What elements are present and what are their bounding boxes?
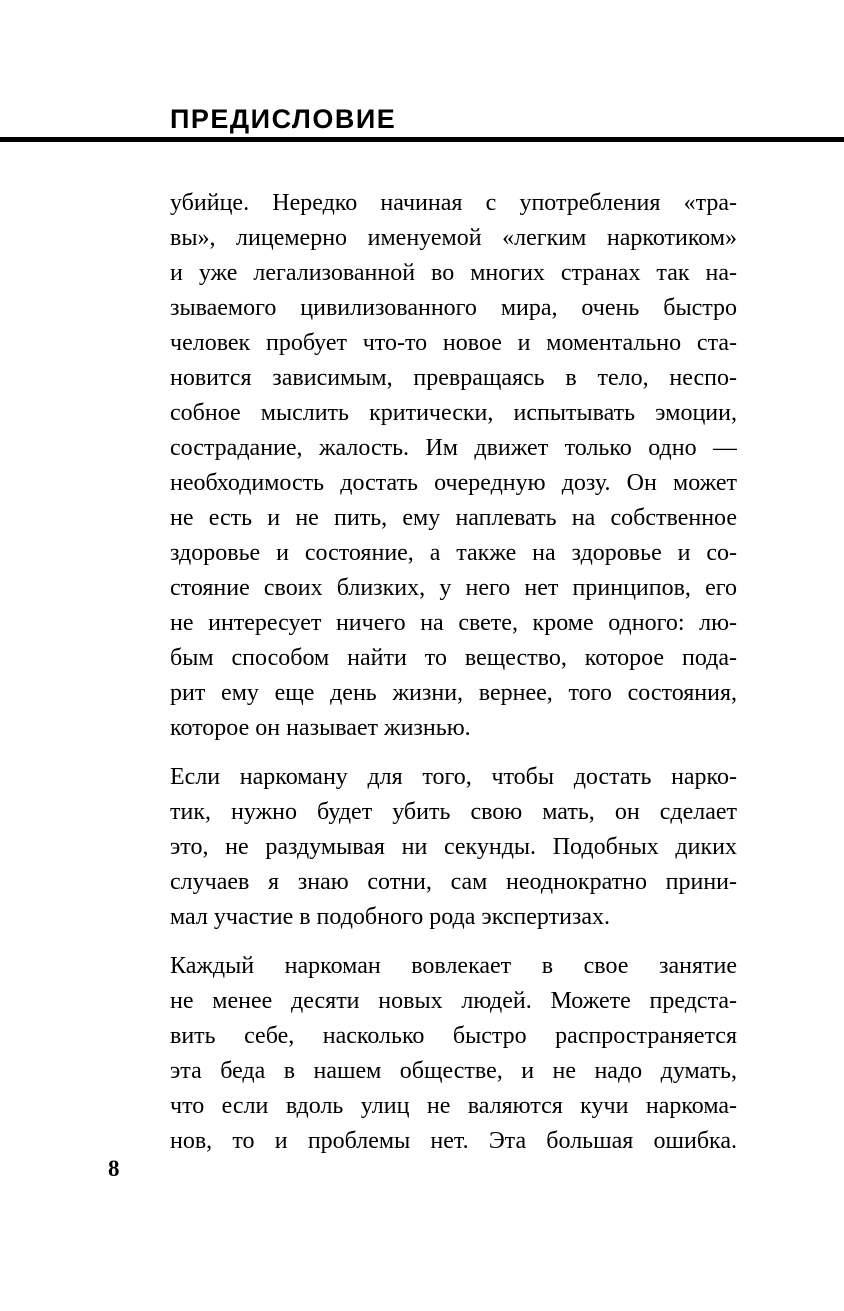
text-line: тик, нужно будет убить свою мать, он сделает: [170, 799, 737, 825]
text-line: мал участие в подобного рода экспертизах.: [170, 904, 611, 930]
text-line: которое он называет жизнью.: [170, 715, 471, 741]
text-line: вить себе, насколько быстро распространяется: [170, 1023, 737, 1049]
text-line: бым способом найти то вещество, которое пода-: [170, 645, 737, 671]
text-line: и уже легализованной во многих странах так на-: [170, 260, 737, 286]
text-line: Если наркоману для того, чтобы достать нарко-: [170, 764, 737, 790]
text-line: новится зависимым, превращаясь в тело, неспо-: [170, 365, 737, 391]
text-line: необходимость достать очередную дозу. Он может: [170, 470, 737, 496]
text-block: [170, 186, 737, 1173]
page-number: 8: [108, 1156, 120, 1181]
text-line: рит ему еще день жизни, вернее, того состояния,: [170, 680, 737, 706]
text-line: Каждый наркоман вовлекает в свое занятие: [170, 953, 737, 979]
text-line: случаев я знаю сотни, сам неоднократно прини-: [170, 869, 737, 895]
text-line: не менее десяти новых людей. Можете предста-: [170, 988, 737, 1014]
header-divider: [0, 137, 844, 142]
paragraph: [170, 186, 737, 746]
text-line: зываемого цивилизованного мира, очень быстро: [170, 295, 737, 321]
text-line: не есть и не пить, ему наплевать на собственное: [170, 505, 737, 531]
text-line: человек пробует что-то новое и моментально ста-: [170, 330, 737, 356]
paragraph: [170, 760, 737, 935]
text-line: эта беда в нашем обществе, и не надо думать,: [170, 1058, 737, 1084]
chapter-header: ПРЕДИСЛОВИЕ: [170, 104, 397, 134]
text-line: что если вдоль улиц не валяются кучи наркома-: [170, 1093, 737, 1119]
text-line: нов, то и проблемы нет. Эта большая ошибка.: [170, 1128, 737, 1154]
text-line: убийце. Нередко начиная с употребления «тра-: [170, 190, 737, 216]
text-line: стояние своих близких, у него нет принципов, его: [170, 575, 737, 601]
text-line: это, не раздумывая ни секунды. Подобных диких: [170, 834, 737, 860]
paragraph: [170, 949, 737, 1159]
text-line: собное мыслить критически, испытывать эмоции,: [170, 400, 737, 426]
text-line: сострадание, жалость. Им движет только одно —: [170, 435, 737, 461]
text-line: здоровье и состояние, а также на здоровье и со-: [170, 540, 737, 566]
text-line: вы», лицемерно именуемой «легким наркотиком»: [170, 225, 737, 251]
text-line: не интересует ничего на свете, кроме одного: лю-: [170, 610, 737, 636]
